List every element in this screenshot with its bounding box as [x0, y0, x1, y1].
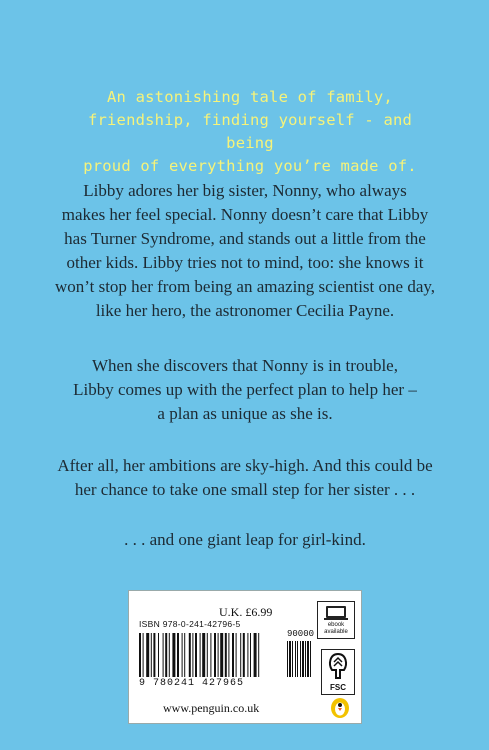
barcode-addon-bar [287, 641, 288, 677]
barcode-bar [243, 633, 245, 677]
tagline [60, 86, 440, 178]
barcode-bar [192, 633, 193, 677]
blurb-line: a plan as unique as she is. [157, 404, 333, 423]
barcode-bar [210, 633, 211, 677]
blurb-line: After all, her ambitions are sky-high. And this could be [57, 456, 433, 475]
barcode-number: 9 780241 427965 [139, 678, 245, 689]
blurb-line: Libby comes up with the perfect plan to help her – [73, 380, 417, 399]
barcode-bar [207, 633, 208, 677]
barcode-bar [236, 633, 237, 677]
blurb-paragraph-3 [40, 454, 450, 502]
barcode-addon-bar [297, 641, 298, 677]
barcode-bar [177, 633, 179, 677]
barcode-bar [139, 633, 141, 677]
barcode-bar [200, 633, 201, 677]
barcode-bar [151, 633, 152, 677]
isbn-label: ISBN 978-0-241-42796-5 [139, 619, 241, 629]
barcode-bar [163, 633, 164, 677]
barcode-bar [184, 633, 185, 677]
tagline-line: proud of everything you’re made of. [83, 157, 417, 175]
barcode-bar [220, 633, 223, 677]
blurb-line: Libby adores her big sister, Nonny, who always [83, 181, 407, 200]
addon-number: 90000 [287, 629, 315, 639]
barcode-addon-bar [295, 641, 296, 677]
blurb-line: her chance to take one small step for her sister . . . [74, 480, 416, 499]
ebook-label: ebook available [324, 622, 348, 635]
puffin-logo-icon [329, 697, 351, 719]
barcode-bar [202, 633, 205, 677]
fsc-logo-graphic [322, 650, 354, 684]
blurb-line: . . . and one giant leap for girl-kind. [124, 530, 366, 549]
ebook-device-icon [318, 602, 354, 622]
barcode-bar [225, 633, 227, 677]
barcode-addon-bar [300, 641, 301, 677]
barcode-addon-bar [292, 641, 293, 677]
barcode-bar [240, 633, 241, 677]
blurb-line: other kids. Libby tries not to mind, too: she knows it [66, 253, 424, 272]
barcode-graphic [139, 633, 313, 679]
blurb-paragraph-1 [40, 179, 450, 323]
blurb-paragraph-2 [40, 354, 450, 426]
barcode-bar [143, 633, 144, 677]
tagline-line: An astonishing tale of family, [107, 88, 393, 106]
barcode-bar [195, 633, 197, 677]
barcode-bar [165, 633, 167, 677]
fsc-tree-icon [321, 649, 355, 695]
barcode-panel [128, 590, 362, 724]
barcode-addon-bar [307, 641, 309, 677]
barcode-bar [182, 633, 183, 677]
blurb-paragraph-4 [40, 528, 450, 552]
blurb-line: When she discovers that Nonny is in trouble, [92, 356, 398, 375]
barcode-bar [228, 633, 229, 677]
barcode-bar [218, 633, 219, 677]
barcode-bar [258, 633, 259, 677]
barcode-bar [250, 633, 251, 677]
barcode-bar [172, 633, 175, 677]
barcode-bar [254, 633, 257, 677]
barcode-bar [169, 633, 170, 677]
barcode-bar [158, 633, 159, 677]
tagline-line: friendship, finding yourself - and being [87, 111, 413, 152]
barcode-addon-bar [310, 641, 311, 677]
barcode-bar [189, 633, 191, 677]
barcode-bar [232, 633, 234, 677]
barcode-bar [146, 633, 149, 677]
blurb-line: has Turner Syndrome, and stands out a little from the [64, 229, 426, 248]
barcode-bar [247, 633, 248, 677]
barcode-addon-bar [302, 641, 304, 677]
blurb-line: like her hero, the astronomer Cecilia Payne. [95, 301, 395, 320]
barcode-bar [153, 633, 155, 677]
blurb-line: makes her feel special. Nonny doesn’t care that Libby [61, 205, 429, 224]
price-label: U.K. £6.99 [219, 605, 273, 619]
barcode-bar [214, 633, 216, 677]
fsc-label: FSC [330, 683, 346, 692]
blurb-line: won’t stop her from being an amazing scientist one day, [54, 277, 436, 296]
publisher-url: www.penguin.co.uk [163, 701, 260, 715]
ebook-icon [317, 601, 355, 639]
barcode-addon-bar [305, 641, 306, 677]
barcode-addon-bar [289, 641, 291, 677]
